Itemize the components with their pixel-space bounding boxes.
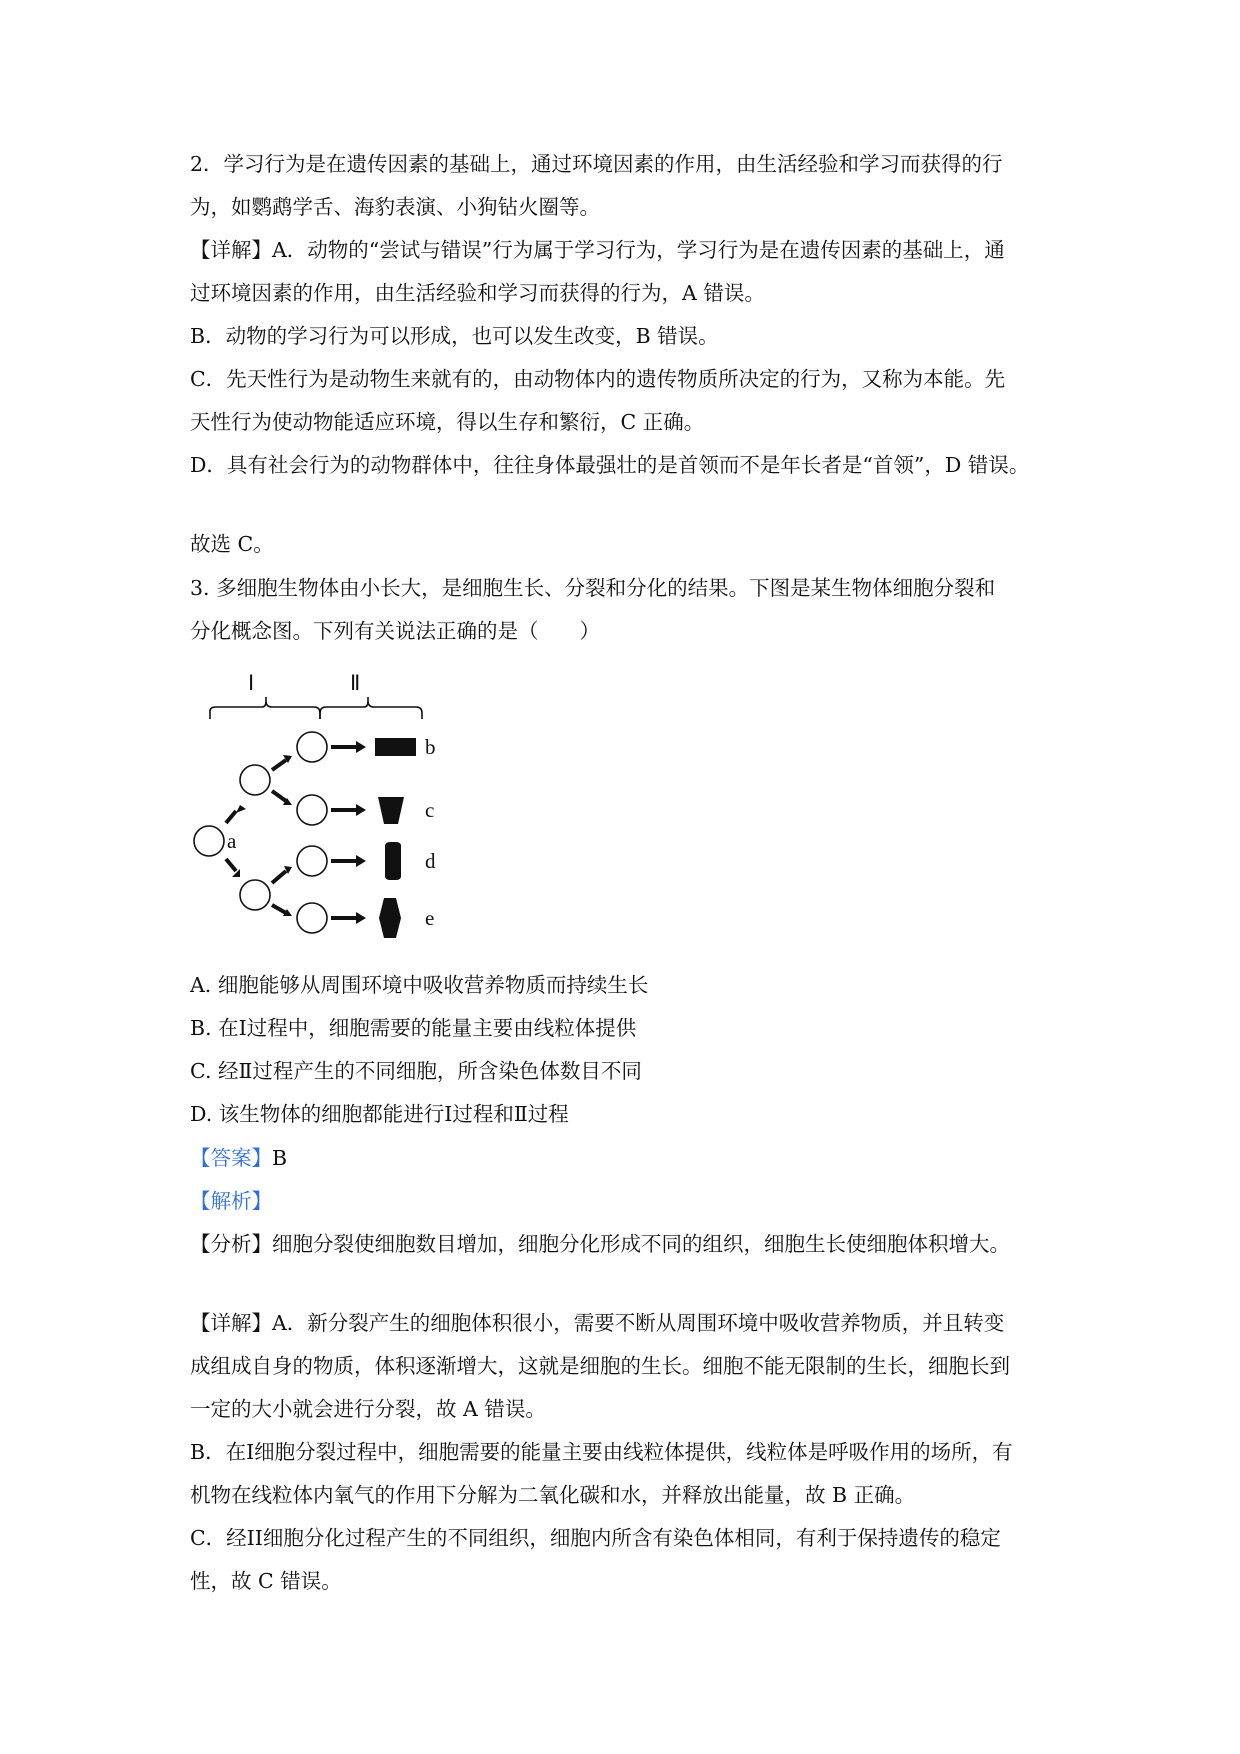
label-d: d [425,849,436,873]
text-line: 【分析】细胞分裂使细胞数目增加，细胞分化形成不同的组织，细胞生长使细胞体积增大。 [190,1232,1010,1256]
answer-line [190,1144,287,1172]
cell-circle [240,880,270,910]
text-line: C．先天性行为是动物生来就有的，由动物体内的遗传物质所决定的行为，又称为本能。先 [190,367,1006,391]
label-a: a [227,829,237,853]
cell-circle [297,732,327,762]
text-line: B．动物的学习行为可以形成，也可以发生改变，B 错误。 [190,324,719,348]
label-b: b [425,735,436,759]
arrow [272,791,286,801]
arrow [272,760,286,770]
label-e: e [425,906,435,930]
option-a: A. 细胞能够从周围环境中吸收营养物质而持续生长 [190,973,649,997]
label-II: Ⅱ [350,671,361,695]
brace-I [210,697,320,719]
text-line: 性，故 C 错误。 [190,1569,342,1593]
arrow [226,859,236,871]
question-3-stem: 3. 多细胞生物体由小长大，是细胞生长、分裂和分化的结果。下图是某生物体细胞分裂和 [190,576,996,600]
text-line: 天性行为使动物能适应环境，得以生存和繁衍，C 正确。 [190,410,705,434]
option-b: B. 在Ⅰ过程中，细胞需要的能量主要由线粒体提供 [190,1016,637,1040]
text-line: 【详解】A．新分裂产生的细胞体积很小，需要不断从周围环境中吸收营养物质，并且转变 [190,1311,1005,1335]
cell-shape-b [375,738,416,756]
analysis-tag: 【解析】 [190,1189,272,1213]
text-line: 机物在线粒体内氧气的作用下分解为二氧化碳和水，并释放出能量，故 B 正确。 [190,1483,916,1507]
arrow-head [356,855,366,867]
text-line: 成组成自身的物质，体积逐渐增大，这就是细胞的生长。细胞不能无限制的生长，细胞长到 [190,1354,1010,1378]
arrow-head [356,804,366,816]
text-line: 为，如鹦鹉学舌、海豹表演、小狗钻火圈等。 [190,195,600,219]
text-line: 【详解】A．动物的“尝试与错误”行为属于学习行为，学习行为是在遗传因素的基础上，通 [190,238,1005,262]
answer-value: B [272,1146,288,1170]
arrow [226,811,236,823]
text-line: 2．学习行为是在遗传因素的基础上，通过环境因素的作用，由生活经验和学习而获得的行 [190,152,1003,176]
text-line: D．具有社会行为的动物群体中，往往身体最强壮的是首领而不是年长者是“首领”，D 错误。 [190,453,1030,477]
option-c: C. 经Ⅱ过程产生的不同细胞，所含染色体数目不同 [190,1059,642,1083]
cell-shape-e [379,898,401,938]
label-I: Ⅰ [248,671,255,695]
cell-shape-c [378,797,404,824]
label-c: c [425,798,435,822]
text-line: 故选 C。 [190,532,274,556]
arrow-head [356,912,366,924]
text-line: 过环境因素的作用，由生活经验和学习而获得的行为，A 错误。 [190,281,765,305]
brace-II [320,697,422,719]
cell-circle [240,765,270,795]
answer-tag: 【答案】 [190,1146,272,1170]
cell-circle [297,846,327,876]
arrow [272,905,286,913]
text-line: 一定的大小就会进行分裂，故 A 错误。 [190,1397,546,1421]
text-line: C．经II细胞分化过程产生的不同组织，细胞内所含有染色体相同，有利于保持遗传的稳定 [190,1526,1001,1550]
cell-circle [297,795,327,825]
arrow-head [236,805,246,813]
arrow-head [356,741,366,753]
option-d: D. 该生物体的细胞都能进行Ⅰ过程和Ⅱ过程 [190,1102,569,1126]
cell-division-diagram [180,655,480,945]
question-3-stem: 分化概念图。下列有关说法正确的是（ ） [190,619,600,643]
cell-shape-d [385,842,401,880]
cell-a [194,826,224,856]
arrow [272,871,286,883]
text-line: B．在I细胞分裂过程中，细胞需要的能量主要由线粒体提供，线粒体是呼吸作用的场所，有 [190,1440,1013,1464]
cell-circle [297,903,327,933]
